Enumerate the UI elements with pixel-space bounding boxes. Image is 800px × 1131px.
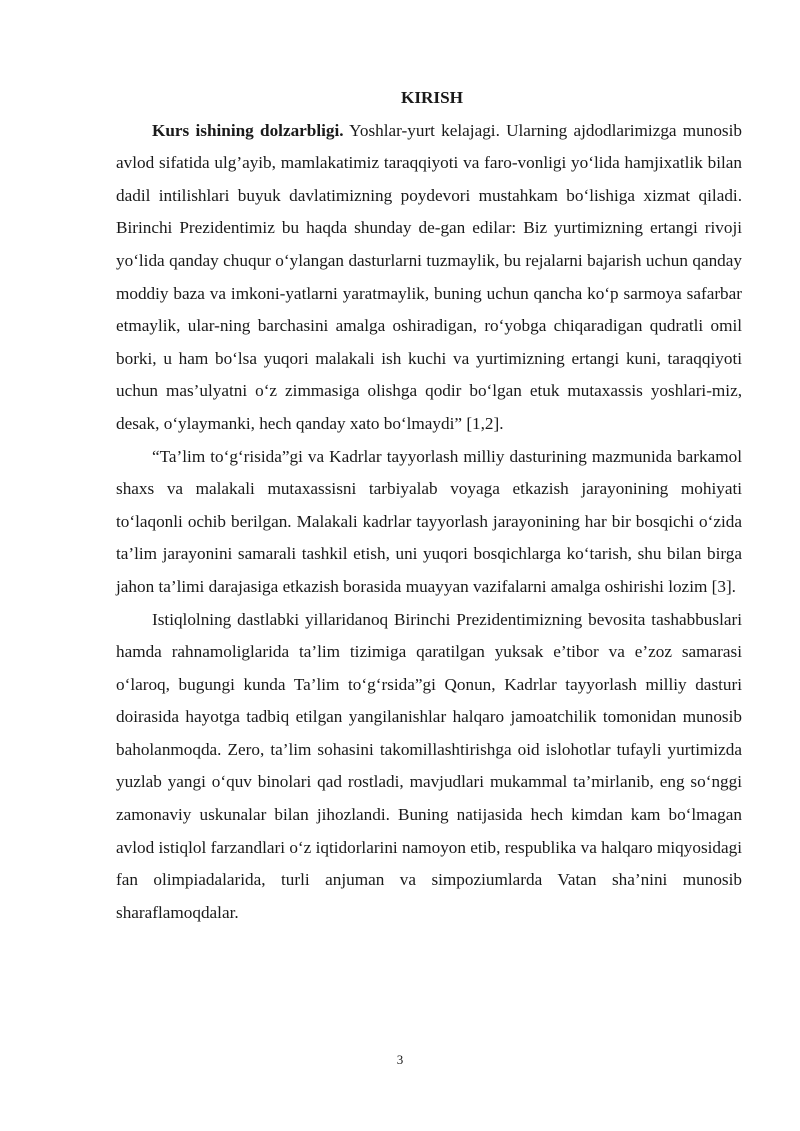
section-title: KIRISH [400,88,464,107]
paragraph-lead-heading: Kurs ishining dolzarbligi. [152,120,344,140]
paragraph-independence: Istiqlolning dastlabki yillaridanoq Birinchi Prezidentimizning bevosita tashabbuslari hamda rahnamoliglarida ta’lim tizimiga qaratilgan yuksak e’tibor va e’zoz samarasi o‘laroq, bugungi kunda Ta’lim to‘g‘rsida”gi Qonun, Kadrlar tayyorlash milliy dasturi doirasida hayotga tadbiq etilgan yangilanishlar halqaro jamoatchilik tomonidan munosib baholanmoqda. Zero, ta’lim sohasini takomillashtirishga oid islohotlar tufayli yurtimizda yuzlab yangi o‘quv binolari qad rostladi, mavjudlari mukammal ta’mirlanib, eng so‘nggi zamonaviy uskunalar bilan jihozlandi. Buning natijasida hech kimdan kam bo‘lmagan avlod istiqlol farzandlari o‘z iqtidorlarini namoyon etib, respublika va halqaro miqyosidagi fan olimpiadalarida, turli anjuman va simpoziumlarda Vatan sha’nini munosib sharaflamoqdalar. [116,609,742,922]
page-content [116,82,742,929]
page-number: 3 [396,1052,404,1067]
paragraph-relevance [116,115,742,441]
paragraph-body: Yoshlar-yurt kelajagi. Ularning ajdodlarimizga munosib avlod sifatida ulg’ayib, mamlakatimiz taraqqiyoti va faro-vonligi yo‘lida hamjixatlik bilan dadil intilishlari buyuk davlatimizning poydevori mustahkam bo‘lishiga xizmat qiladi. Birinchi Prezidentimiz bu haqda shunday de-gan edilar: Biz yurtimizning ertangi rivoji yo‘lida qanday chuqur o‘ylangan dasturlarni tuzmaylik, bu rejalarni bajarish uchun qanday moddiy baza va imkoni-yatlarni yaratmaylik, buning uchun qancha ko‘p sarmoya safarbar etmaylik, ular-ning barchasini amalga oshiradigan, ro‘yobga chiqaradigan qudratli omil borki, u ham bo‘lsa yuqori malakali ish kuchi va yurtimizning ertangi kuni, taraqqiyoti uchun mas’ulyatni o‘z zimmasiga olishga qodir bo‘lgan etuk mutaxassis yoshlari-miz, desak, o‘ylaymanki, hech qanday xato bo‘lmaydi” [1,2]. [116,120,742,433]
paragraph-education-law: “Ta’lim to‘g‘risida”gi va Kadrlar tayyorlash milliy dasturining mazmunida barkamol shaxs va malakali mutaxassisni tarbiyalab voyaga etkazish jarayonining mohiyati to‘laqonli ochib berilgan. Malakali kadrlar tayyorlash jarayonining har bir bosqichi o‘zida ta’lim jarayonini samarali tashkil etish, uni yuqori bosqichlarga ko‘tarish, shu bilan birga jahon ta’limi darajasiga etkazish borasida muayyan vazifalarni amalga oshirishi lozim [3]. [116,446,742,596]
